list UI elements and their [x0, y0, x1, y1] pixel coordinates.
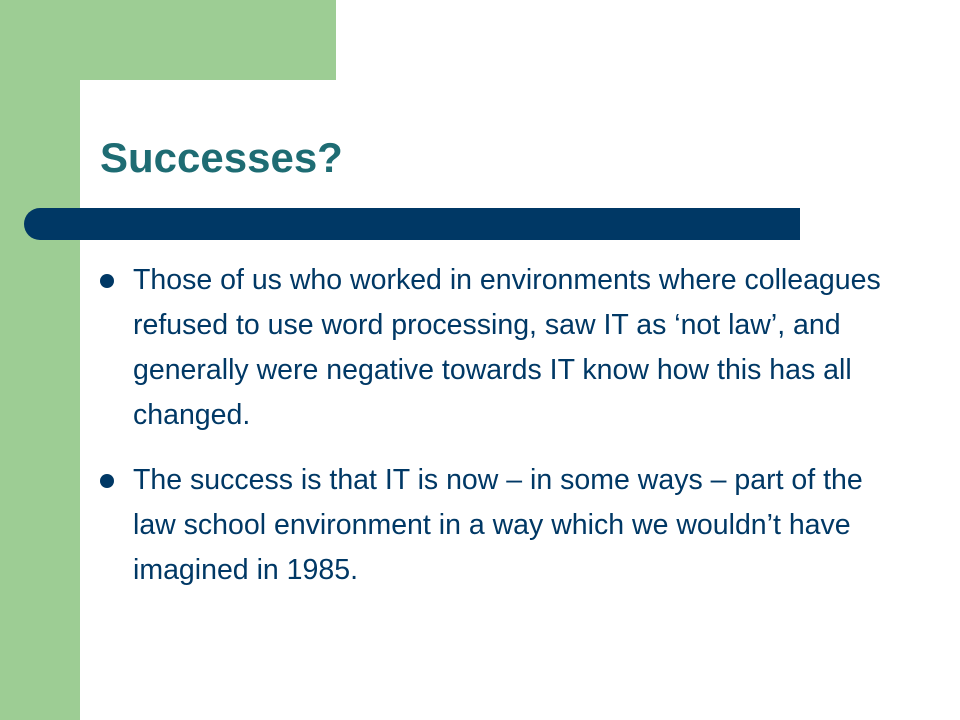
bullet-text: Those of us who worked in environments where colleagues refused to use word processing, saw IT as ‘not law’, and generally were negative towards IT know how this has all changed.	[133, 264, 881, 431]
bullet-icon	[100, 274, 114, 288]
bullet-text: The success is that IT is now – in some ways – part of the law school environment in a way which we wouldn’t have imagined in 1985.	[133, 464, 863, 586]
green-accent-left	[0, 0, 80, 720]
slide-title: Successes?	[100, 134, 343, 181]
bullet-list	[100, 258, 890, 613]
title-divider-bar	[24, 208, 800, 240]
bullet-item	[100, 458, 890, 593]
bullet-icon	[100, 474, 114, 488]
bullet-item	[100, 258, 890, 438]
